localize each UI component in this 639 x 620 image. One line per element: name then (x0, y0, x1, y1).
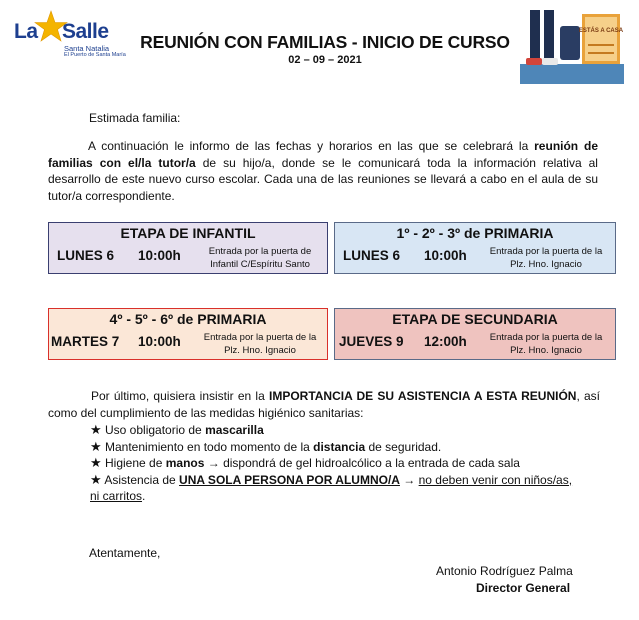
list-item (90, 455, 610, 472)
closing-text-1: Por último, quisiera insistir en la (91, 389, 269, 403)
measure-text-post: de seguridad. (365, 439, 442, 454)
meeting-place (195, 331, 325, 357)
meeting-place-line-1: Entrada por la puerta de (208, 246, 312, 257)
measure-text: Higiene de (105, 456, 166, 470)
meeting-box-primaria-1-3 (334, 222, 616, 274)
measure-text: Uso obligatorio de (105, 423, 206, 437)
arrow-text: → (399, 472, 419, 487)
meeting-day: JUEVES 9 (339, 334, 404, 349)
page-title: REUNIÓN CON FAMILIAS - INICIO DE CURSO (140, 32, 510, 52)
measure-bold: UNA SOLA PERSONA POR ALUMNO/A (179, 472, 400, 487)
greeting-text: Estimada familia: (89, 111, 181, 125)
meeting-place-line-1: Entrada por la puerta de la (203, 332, 317, 343)
meeting-place-line-2: Plz. Hno. Ignacio (510, 259, 582, 270)
intro-bold: reunión de familias con el/la tutor/a (48, 139, 599, 170)
meeting-place-line-1: Entrada por la puerta de la (489, 246, 603, 257)
meeting-box-secundaria (334, 308, 616, 360)
star-bullet-icon: ★ (90, 438, 102, 454)
meeting-day: LUNES 6 (57, 248, 115, 263)
star-bullet-icon: ★ (90, 422, 102, 437)
logo-location: El Puerto de Santa María (64, 52, 126, 58)
logo-word-la: La (14, 20, 38, 43)
meeting-place-line-2: Plz. Hno. Ignacio (510, 345, 582, 356)
measure-text: Asistencia de (104, 472, 180, 487)
meeting-place-line-2: Plz. Hno. Ignacio (224, 345, 296, 356)
closing-bold: IMPORTANCIA DE SU ASISTENCIA A ESTA REUNIÓN (268, 389, 577, 403)
intro-text-1: A continuación le informo de las fechas y horarios en las que se celebrará la (88, 139, 535, 153)
closing-text-2: , así como del cumplimiento de las medidas higiénico sanitarias: (48, 389, 601, 420)
measure-bold: manos (165, 456, 205, 470)
logo-word-salle: Salle (62, 20, 109, 43)
meeting-title-pre: 4º - 5º - 6º de (109, 311, 198, 327)
measure-bold: distancia (313, 439, 366, 454)
meeting-day: LUNES 6 (343, 248, 401, 263)
meeting-place (195, 245, 325, 271)
signer-role: Director General (476, 581, 571, 595)
measures-list (90, 422, 610, 505)
measure-end: . (142, 489, 146, 503)
meeting-title (335, 225, 615, 241)
meeting-time: 10:00h (424, 248, 467, 263)
measure-bold: mascarilla (205, 423, 264, 437)
intro-paragraph (48, 138, 598, 204)
meeting-day: MARTES 7 (51, 334, 120, 349)
meeting-place (481, 331, 611, 357)
meeting-box-infantil (48, 222, 328, 274)
signer-name: Antonio Rodríguez Palma (436, 564, 573, 578)
meeting-place (481, 245, 611, 271)
meeting-box-primaria-4-6 (48, 308, 328, 360)
measure-underlined: no deben venir con niños/as, (418, 472, 573, 487)
meeting-title-bold: PRIMARIA (484, 225, 554, 241)
welcome-illustration-image (520, 10, 624, 84)
list-item (90, 422, 610, 439)
meeting-title (49, 311, 327, 327)
la-salle-logo (12, 12, 132, 60)
logo-subtitle: Santa Natalia (64, 44, 110, 53)
intro-text-2: de su hijo/a, donde se le comunicará toda la información relativa al desarrollo de este nuevo curso escolar. Cada una de las reuniones se llevará a cabo en el aula de su tutor/a correspondiente. (48, 155, 598, 203)
meeting-title-bold: PRIMARIA (197, 311, 267, 327)
list-item (90, 439, 610, 456)
measure-text: Mantenimiento en todo momento de la (105, 439, 314, 454)
sign-text: ESTÁS A CASA (578, 28, 624, 34)
list-item (90, 472, 610, 505)
meeting-title: ETAPA DE SECUNDARIA (392, 311, 558, 327)
meeting-title-pre: 1º - 2º - 3º de (396, 225, 485, 241)
meeting-place-line-1: Entrada por la puerta de la (489, 332, 603, 343)
meeting-time: 10:00h (138, 248, 181, 263)
star-bullet-icon: ★ (90, 471, 102, 487)
star-bullet-icon: ★ (90, 455, 102, 470)
page-date: 02 – 09 – 2021 (288, 54, 362, 66)
meeting-time: 10:00h (138, 334, 181, 349)
meeting-place-line-2: Infantil C/Espíritu Santo (210, 259, 310, 270)
farewell-text: Atentamente, (89, 546, 161, 560)
measure-text-post: → dispondrá de gel hidroalcólico a la entrada de cada sala (204, 456, 520, 470)
meeting-title: ETAPA DE INFANTIL (120, 225, 256, 241)
meeting-time: 12:00h (424, 334, 467, 349)
closing-paragraph (48, 388, 600, 421)
measure-underlined-2: ni carritos (90, 489, 143, 503)
